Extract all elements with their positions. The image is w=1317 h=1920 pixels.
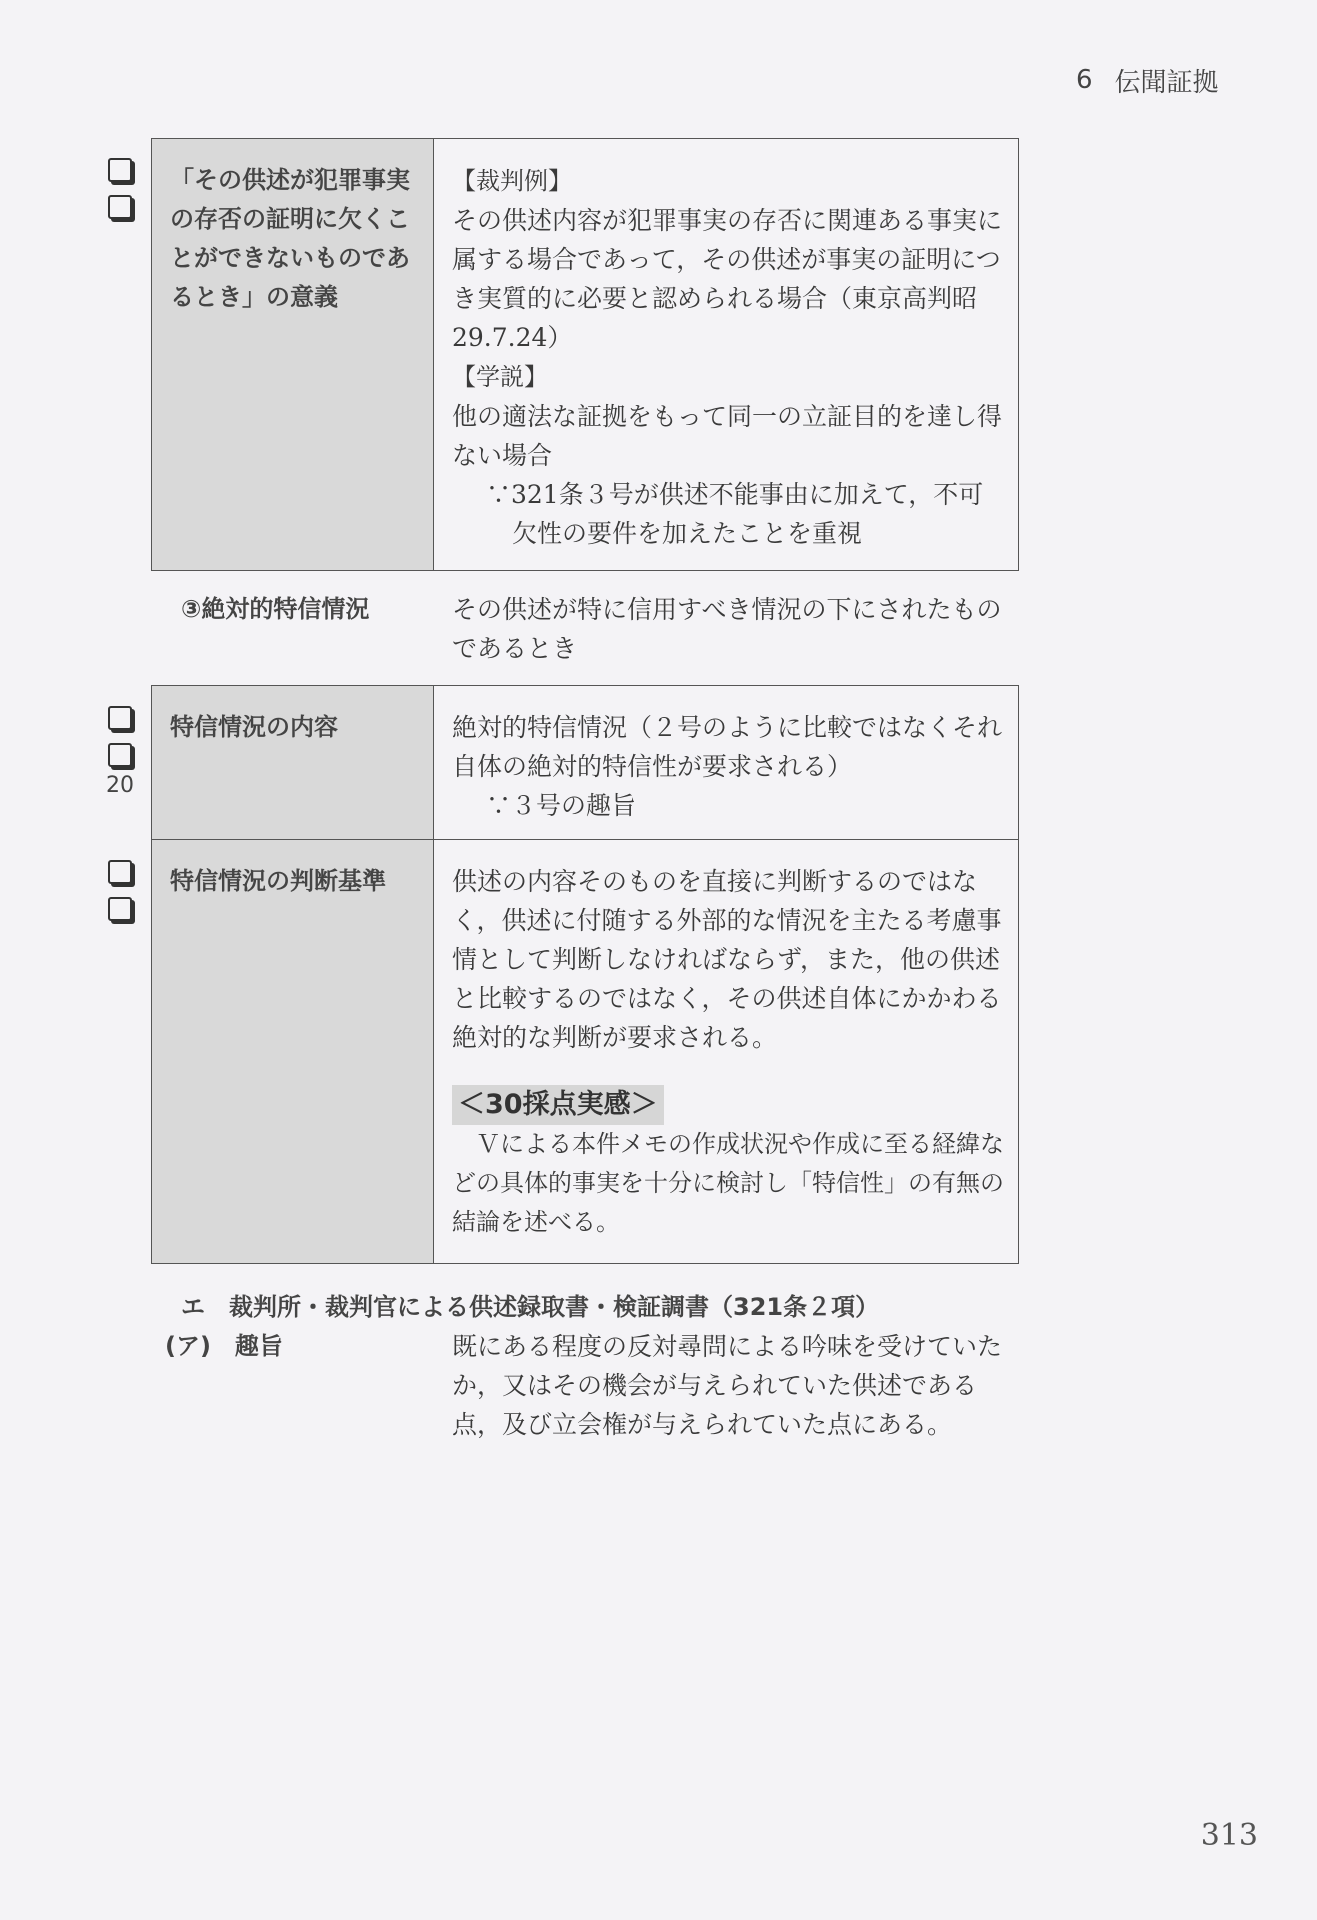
- definition-table-1: [151, 138, 1019, 571]
- content-note: ∵３号の趣旨: [486, 791, 637, 820]
- table-body: [434, 139, 1019, 571]
- page-number: 313: [1200, 1818, 1258, 1853]
- checkbox[interactable]: [108, 158, 132, 182]
- precedent-label: 【裁判例】: [452, 167, 572, 195]
- chapter-number: 6: [1076, 65, 1093, 95]
- table-head: 「その供述が犯罪事実の存否の証明に欠くことができないものであるとき」の意義: [152, 139, 434, 571]
- table-head: 特信情況の内容: [152, 686, 434, 840]
- theory-note: ∵321条３号が供述不能事由に加えて，不可欠性の要件を加えたことを重視: [486, 480, 984, 548]
- theory-label: 【学説】: [452, 363, 548, 391]
- criteria-text: 供述の内容そのものを直接に判断するのではなく，供述に付随する外部的な情況を主たる考慮事情として判断しなければならず，また，他の供述と比較するのではなく，その供述自体にかかわる絶対的な判断が要求される。: [452, 867, 1002, 1052]
- table-head: 特信情況の判断基準: [152, 840, 434, 1264]
- checkbox[interactable]: [108, 706, 132, 730]
- checkbox[interactable]: [108, 860, 132, 884]
- checkbox-group-3: [107, 860, 133, 934]
- grading-text: Ｖによる本件メモの作成状況や作成に至る経緯などの具体的事実を十分に検討し「特信性」の有無の結論を述べる。: [452, 1130, 1004, 1236]
- row-text: 既にある程度の反対尋問による吟味を受けていたか，又はその機会が与えられていた供述である点，及び立会権が与えられていた点にある。: [452, 1332, 1003, 1439]
- table-body: [434, 840, 1019, 1264]
- running-header: [1076, 60, 1256, 100]
- row-label: ③絶対的特信情況: [181, 595, 370, 623]
- checkbox[interactable]: [108, 195, 132, 219]
- definition-table-2: [151, 685, 1019, 1264]
- content-text: 絶対的特信情況（２号のように比較ではなくそれ自体の絶対的特信性が要求される）: [452, 713, 1003, 781]
- checkbox-group-1: [107, 158, 133, 232]
- row-absolute-credibility: [151, 590, 1019, 668]
- checkbox-group-2: [107, 706, 133, 798]
- precedent-text: その供述内容が犯罪事実の存否に関連ある事実に属する場合であって，その供述が事実の証明につき実質的に必要と認められる場合（東京高判昭29.7.24）: [452, 206, 1003, 352]
- table-body: [434, 686, 1019, 840]
- row-text: その供述が特に信用すべき情況の下にされたものであるとき: [452, 595, 1002, 663]
- theory-text: 他の適法な証拠をもって同一の立証目的を達し得ない場合: [452, 402, 1003, 470]
- grading-badge: ＜30採点実感＞: [452, 1085, 664, 1125]
- checkbox[interactable]: [108, 743, 132, 767]
- margin-number: 20: [106, 773, 134, 798]
- row-purpose: [151, 1327, 1019, 1444]
- section-heading: エ 裁判所・裁判官による供述録取書・検証調書（321条２項）: [181, 1293, 880, 1321]
- checkbox[interactable]: [108, 897, 132, 921]
- chapter-title: 伝聞証拠: [1114, 67, 1219, 98]
- row-label: (ア) 趣旨: [165, 1332, 283, 1360]
